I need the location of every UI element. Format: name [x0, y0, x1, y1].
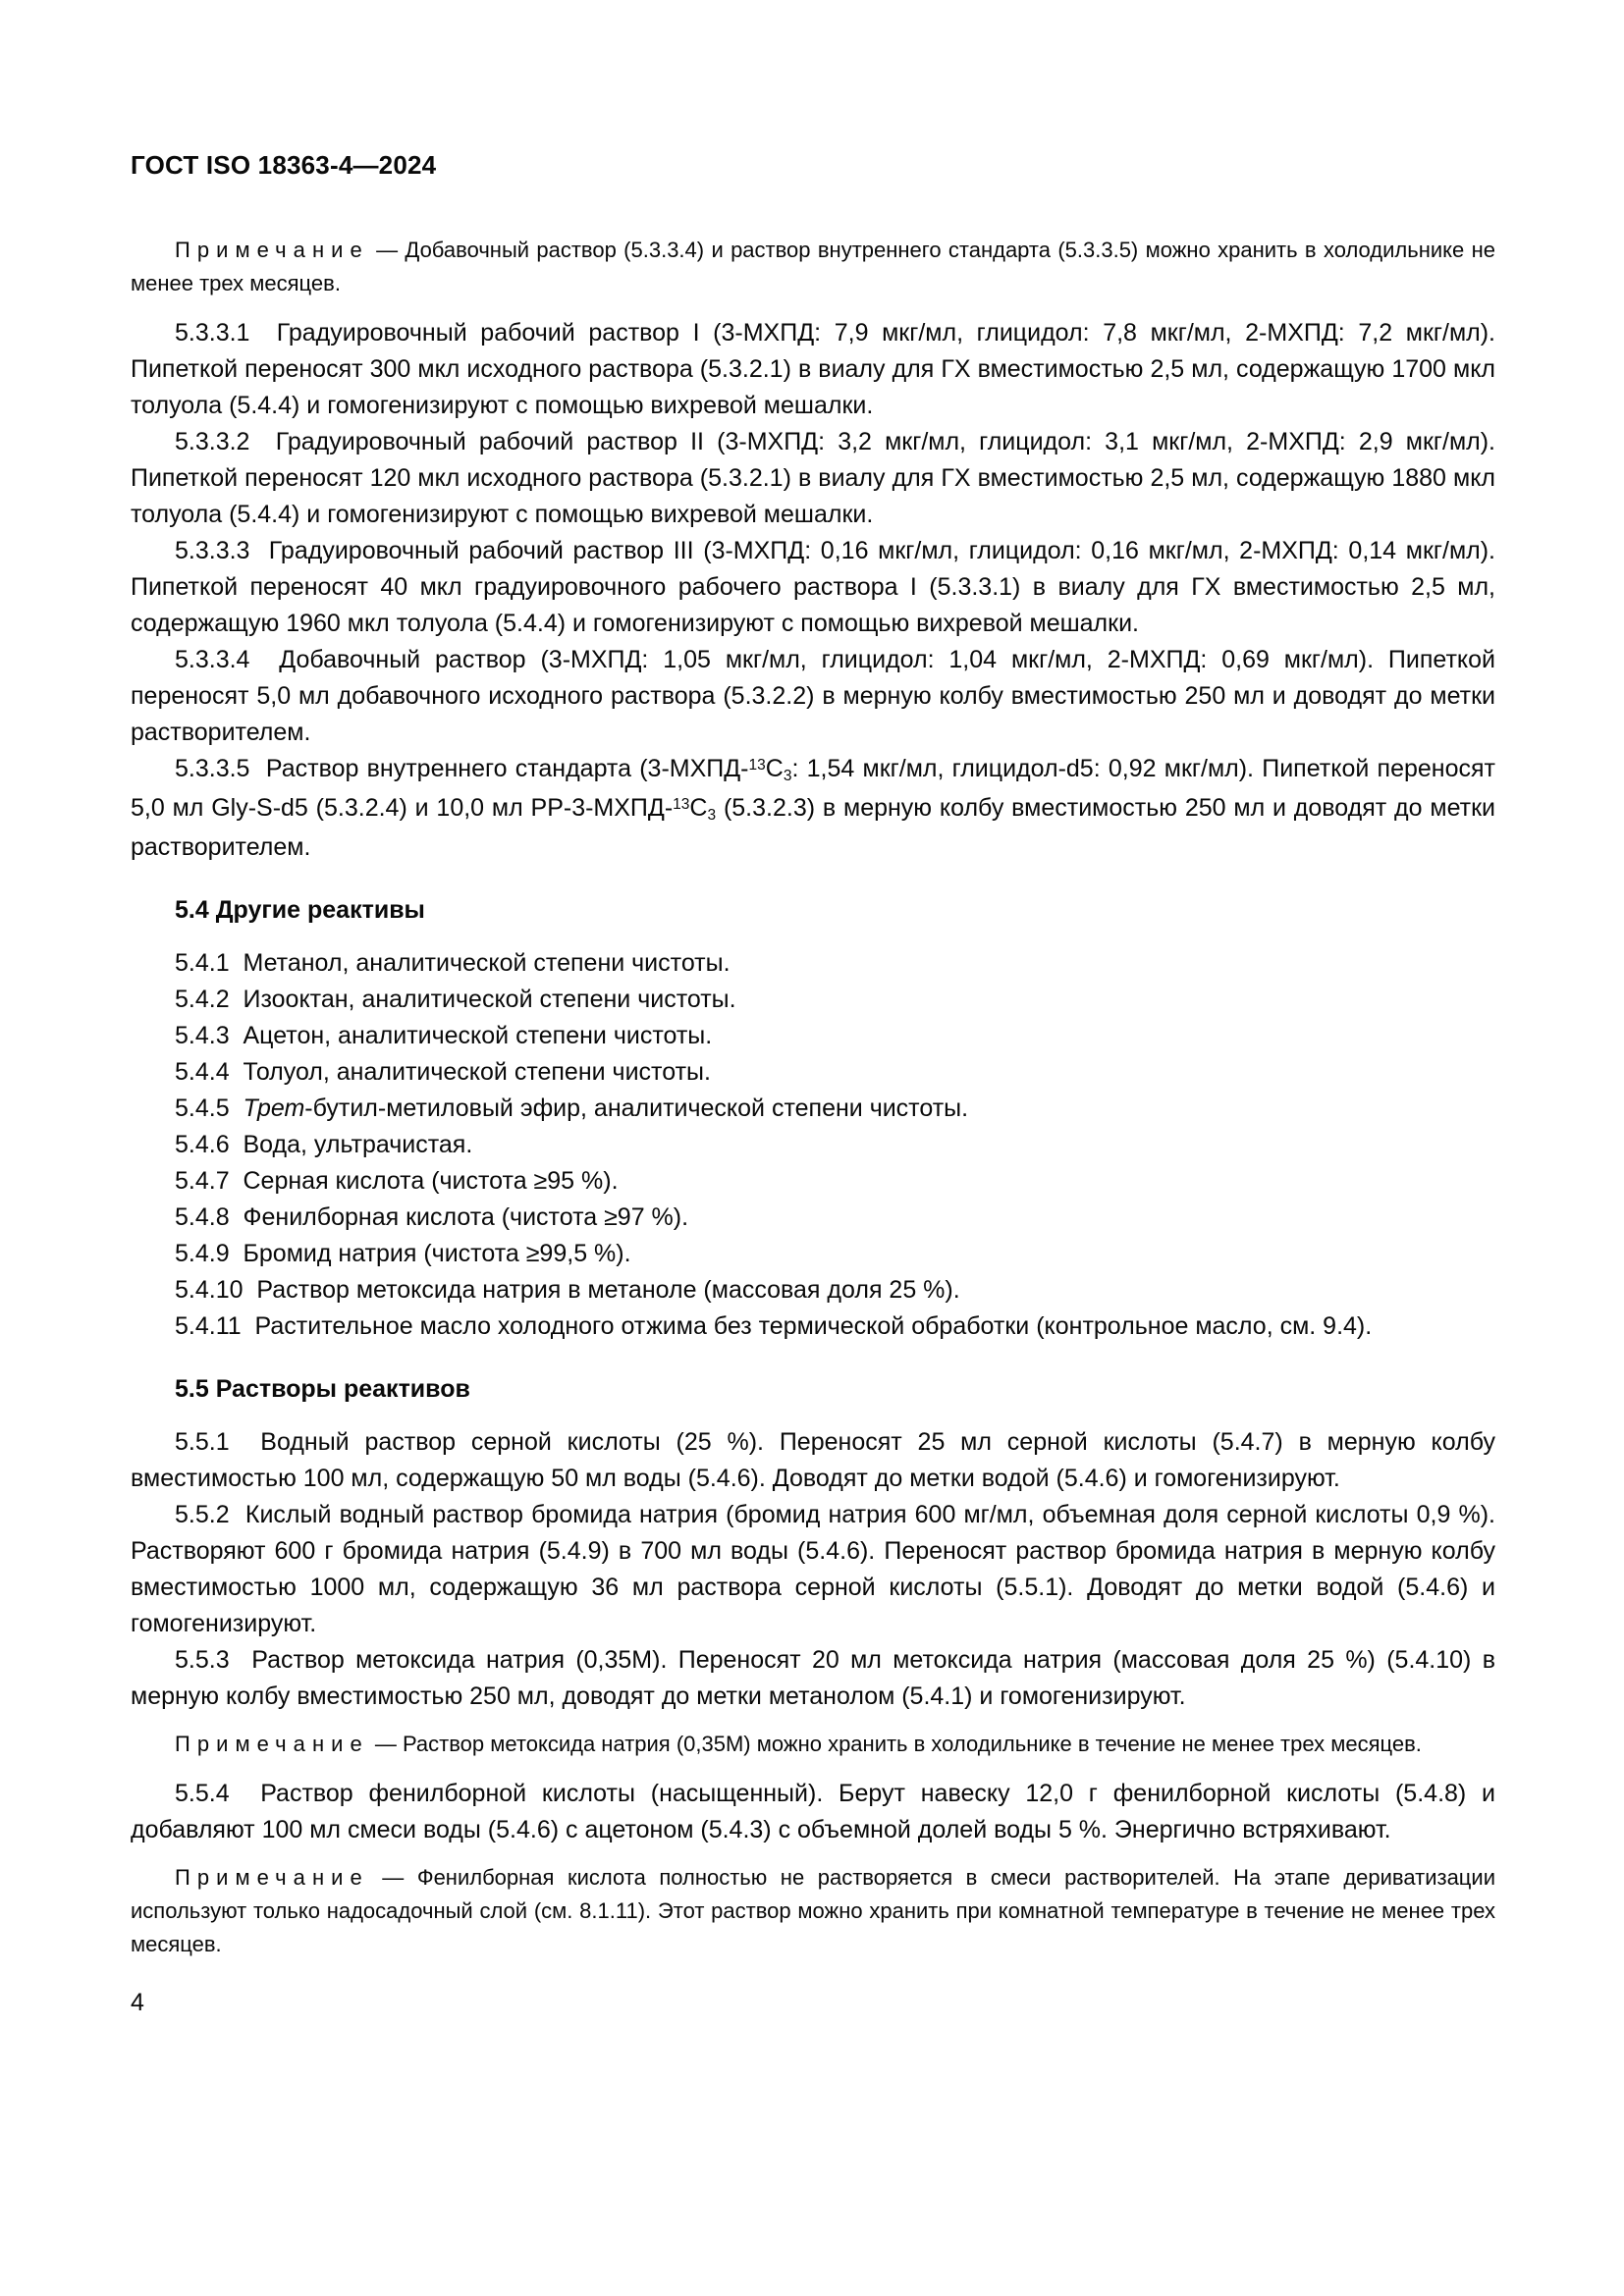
superscript-13: 13	[673, 796, 690, 814]
text-run: : 1,54 мкг/мл, глицидол-d5: 0,92 мкг/мл). Пипеткой переносят 5,0 мл Gly-S-d5 (5.3.2.4) и 10,0 мл PP-3-МХПД-	[131, 755, 1502, 822]
text-run: -бутил-метиловый эфир, аналитической степени чистоты.	[304, 1095, 969, 1122]
paragraph-5-3-3-2: 5.3.3.2 Градуировочный рабочий раствор II (3-МХПД: 3,2 мкг/мл, глицидол: 3,1 мкг/мл, 2-МХПД: 2,9 мкг/мл). Пипеткой переносят 120 мкл исходного раствора (5.3.2.1) в виалу для ГХ вместимостью 2,5 мл, содержащую 1880 мкл толуола (5.4.4) и гомогенизируют с помощью вихревой мешалки.	[131, 428, 1502, 528]
paragraph-5-5-1: 5.5.1 Водный раствор серной кислоты (25 %). Переносят 25 мл серной кислоты (5.4.7) в мерную колбу вместимостью 100 мл, содержащую 50 мл воды (5.4.6). Доводят до метки водой (5.4.6) и гомогенизируют.	[131, 1428, 1502, 1492]
paragraph-5-3-3-4: 5.3.3.4 Добавочный раствор (3-МХПД: 1,05 мкг/мл, глицидол: 1,04 мкг/мл, 2-МХПД: 0,69 мкг/мл). Пипеткой переносят 5,0 мл добавочного исходного раствора (5.3.2.2) в мерную колбу вместимостью 250 мл и доводят до метки растворителем.	[131, 646, 1502, 746]
list-item-5-4-4: 5.4.4 Толуол, аналитической степени чистоты.	[175, 1058, 711, 1086]
section-heading-5-4: 5.4 Другие реактивы	[175, 896, 425, 924]
note-3	[131, 1861, 1502, 1961]
note-2	[131, 1728, 1495, 1761]
paragraph-5-3-3-1: 5.3.3.1 Градуировочный рабочий раствор I (3-МХПД: 7,9 мкг/мл, глицидол: 7,8 мкг/мл, 2-МХПД: 7,2 мкг/мл). Пипеткой переносят 300 мкл исходного раствора (5.3.2.1) в виалу для ГХ вместимостью 2,5 мл, содержащую 1700 мкл толуола (5.4.4) и гомогенизируют с помощью вихревой мешалки.	[131, 319, 1502, 419]
paragraph-5-5-2: 5.5.2 Кислый водный раствор бромида натрия (бромид натрия 600 мг/мл, объемная доля серной кислоты 0,9 %). Растворяют 600 г бромида натрия (5.4.9) в 700 мл воды (5.4.6). Переносят раствор бромида натрия в мерную колбу вместимостью 1000 мл, содержащую 36 мл раствора серной кислоты (5.5.1). Доводят до метки водой (5.4.6) и гомогенизируют.	[131, 1501, 1502, 1637]
superscript-13: 13	[748, 757, 766, 774]
subscript-3: 3	[783, 768, 792, 785]
text-run: (5.3.2.3) в мерную колбу вместимостью 250 мл и доводят до метки растворителем.	[131, 794, 1502, 861]
text-run: 5.4.5	[175, 1095, 244, 1122]
note-1-body: — Добавочный раствор (5.3.3.4) и раствор внутреннего стандарта (5.3.3.5) можно хранить в холодильнике не менее трех месяцев.	[131, 238, 1502, 295]
note-2-label: Примечание	[175, 1732, 369, 1756]
list-item-5-4-8: 5.4.8 Фенилборная кислота (чистота ≥97 %).	[175, 1203, 689, 1231]
paragraph-5-5-4: 5.5.4 Раствор фенилборной кислоты (насыщенный). Берут навеску 12,0 г фенилборной кислоты (5.4.8) и добавляют 100 мл смеси воды (5.4.6) с ацетоном (5.4.3) с объемной долей воды 5 %. Энергично встряхивают.	[131, 1780, 1502, 1843]
section-heading-5-5: 5.5 Растворы реактивов	[175, 1375, 470, 1403]
text-run: C	[765, 755, 784, 782]
list-item-5-4-2: 5.4.2 Изооктан, аналитической степени чистоты.	[175, 986, 736, 1013]
note-1-label: Примечание	[175, 238, 369, 262]
note-3-body: — Фенилборная кислота полностью не растворяется в смеси растворителей. На этапе дериватизации используют только надосадочный слой (см. 8.1.11). Этот раствор можно хранить при комнатной температуре в течение не менее трех месяцев.	[131, 1865, 1502, 1956]
document-title: ГОСТ ISO 18363-4—2024	[131, 150, 437, 180]
text-run: C	[689, 794, 708, 822]
note-1	[131, 234, 1502, 300]
list-item-5-4-6: 5.4.6 Вода, ультрачистая.	[175, 1131, 473, 1158]
list-item-5-4-5	[131, 1091, 1495, 1127]
list-item-5-4-7: 5.4.7 Серная кислота (чистота ≥95 %).	[175, 1167, 619, 1195]
list-item-5-4-10: 5.4.10 Раствор метоксида натрия в метаноле (массовая доля 25 %).	[175, 1276, 960, 1304]
list-item-5-4-3: 5.4.3 Ацетон, аналитической степени чистоты.	[175, 1022, 713, 1049]
note-2-body: — Раствор метоксида натрия (0,35М) можно хранить в холодильнике в течение не менее трех месяцев.	[374, 1732, 1422, 1756]
paragraph-5-5-3: 5.5.3 Раствор метоксида натрия (0,35М). Переносят 20 мл метоксида натрия (массовая доля 25 %) (5.4.10) в мерную колбу вместимостью 250 мл, доводят до метки метанолом (5.4.1) и гомогенизируют.	[131, 1646, 1502, 1710]
subscript-3: 3	[707, 807, 717, 825]
paragraph-5-3-3-5	[131, 751, 1502, 866]
page-number: 4	[131, 1989, 144, 2016]
list-item-5-4-9: 5.4.9 Бромид натрия (чистота ≥99,5 %).	[175, 1240, 631, 1267]
list-item-5-4-11: 5.4.11 Растительное масло холодного отжима без термической обработки (контрольное масло, см. 9.4).	[175, 1312, 1373, 1340]
italic-term: Трет	[243, 1095, 305, 1122]
list-item-5-4-1: 5.4.1 Метанол, аналитической степени чистоты.	[175, 949, 731, 977]
note-3-label: Примечание	[175, 1865, 369, 1890]
paragraph-5-3-3-3: 5.3.3.3 Градуировочный рабочий раствор III (3-МХПД: 0,16 мкг/мл, глицидол: 0,16 мкг/мл, 2-МХПД: 0,14 мкг/мл). Пипеткой переносят 40 мкл градуировочного рабочего раствора I (5.3.3.1) в виалу для ГХ вместимостью 2,5 мл, содержащую 1960 мкл толуола (5.4.4) и гомогенизируют с помощью вихревой мешалки.	[131, 537, 1502, 637]
text-run: 5.3.3.5 Раствор внутреннего стандарта (3-МХПД-	[175, 755, 749, 782]
